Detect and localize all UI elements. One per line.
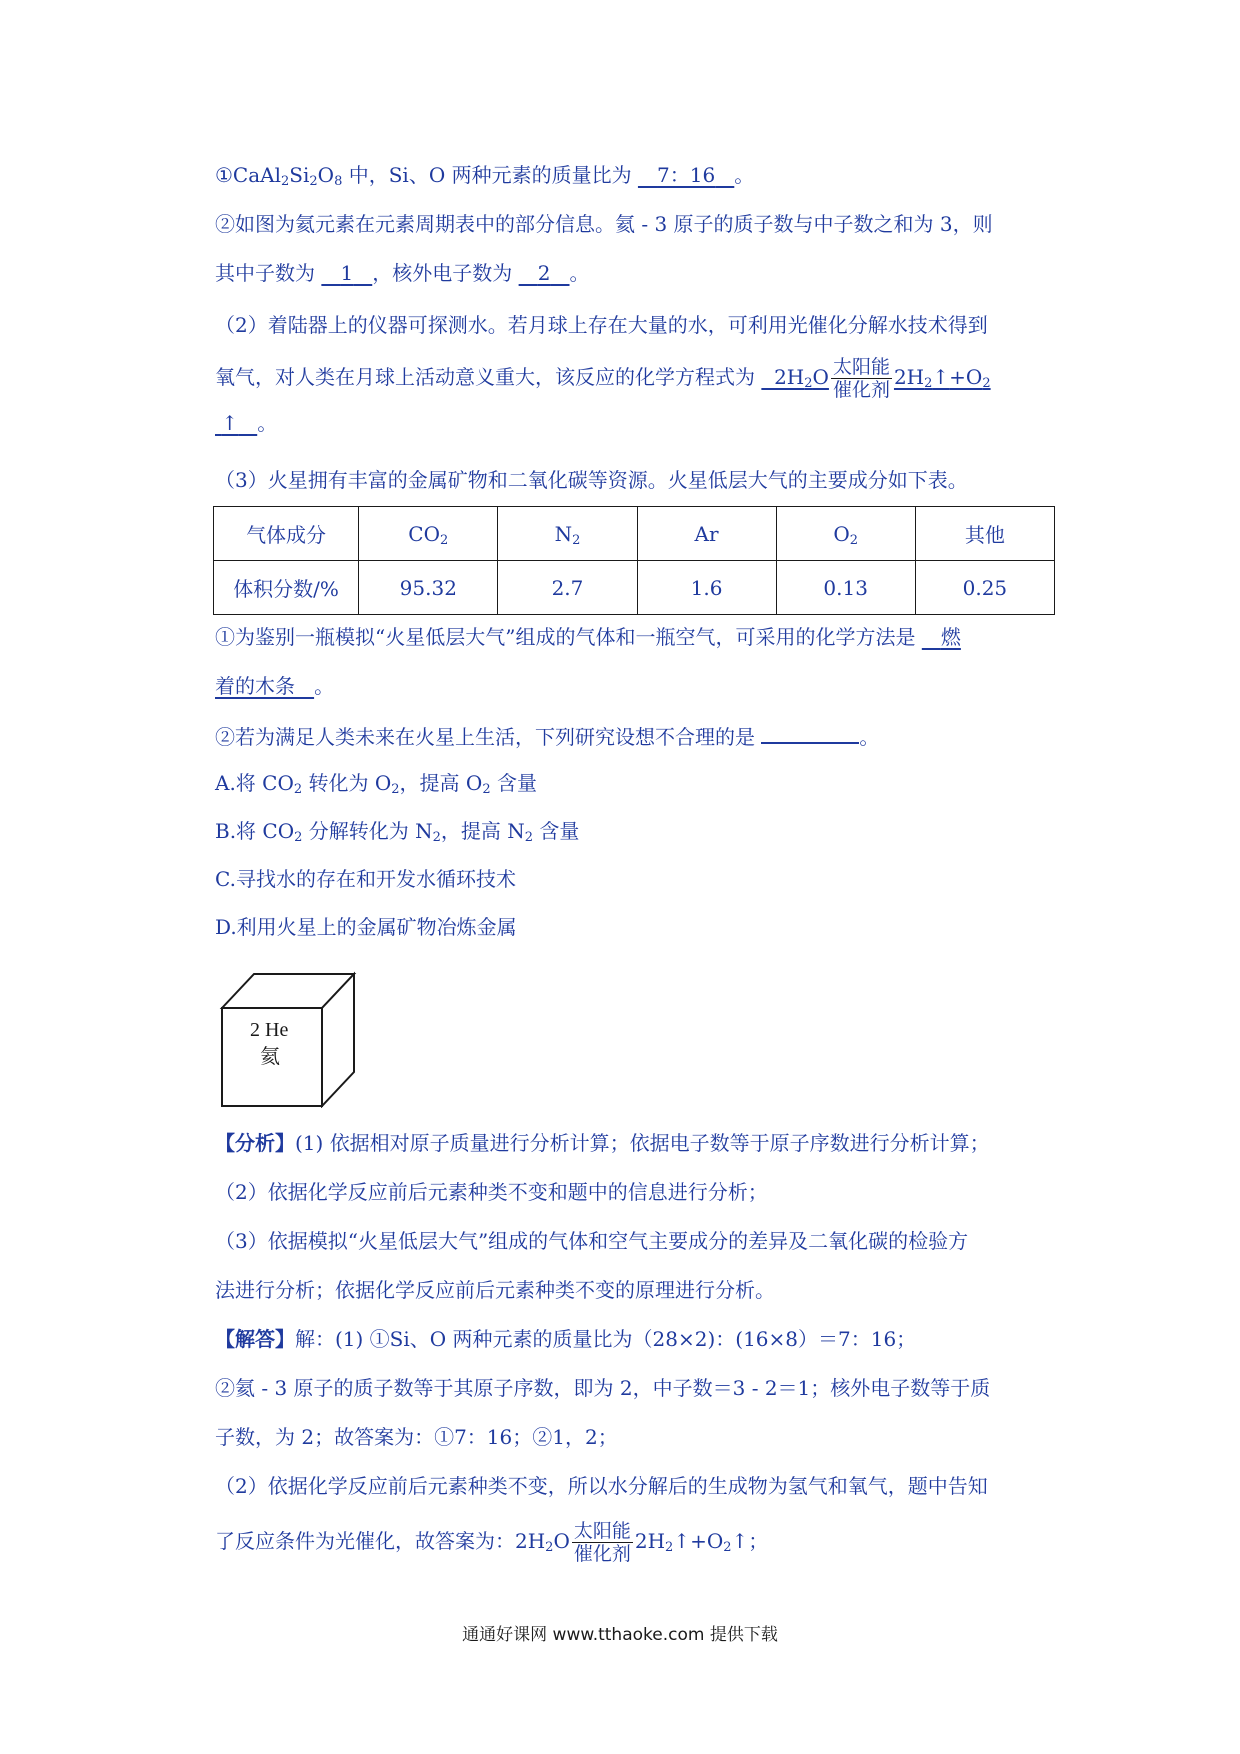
- analysis-line3: （3）依据模拟“火星低层大气”组成的气体和空气主要成分的差异及二氧化碳的检验方: [215, 1229, 969, 1253]
- option-a: A.将 $CO_2$ 转化为 $O_2$，提高 $O_2$ 含量: [215, 771, 537, 797]
- option-b: B.将 $CO_2$ 分解转化为 $N_2$，提高 $N_2$ 含量: [215, 819, 580, 845]
- answer-method-a: 燃: [940, 625, 961, 649]
- table-row: 体积分数/% 95.32 2.7 1.6 0.13 0.25: [214, 561, 1055, 615]
- answer-method-b: 着的木条: [215, 674, 295, 698]
- q2-line1: （2）着陆器上的仪器可探测水。若月球上存在大量的水，可利用光催化分解水技术得到: [215, 313, 988, 337]
- element-name: 氦: [260, 1044, 280, 1068]
- solution-reaction-condition: 太阳能 催化剂: [573, 1520, 631, 1565]
- element-number-symbol: 2 He: [250, 1019, 289, 1041]
- q2-line3: ↑ 。: [221, 411, 278, 435]
- q1-part1: $①CaAl_2Si_2O_8$ 中，Si、O 两种元素的质量比为 7：16 。: [215, 163, 755, 189]
- answer-electron-count: 2: [537, 261, 551, 285]
- option-d: D.利用火星上的金属矿物冶炼金属: [215, 915, 517, 939]
- q3-intro: （3）火星拥有丰富的金属矿物和二氧化碳等资源。火星低层大气的主要成分如下表。: [215, 468, 968, 492]
- answer-equation: $2H_2O$ 太阳能 催化剂 $2H_2↑+O_2$: [761, 356, 991, 401]
- helium-element-figure: [218, 968, 358, 1108]
- q3-sub1-line2: 着的木条 。: [215, 674, 335, 698]
- solution-line2: ②氦 - 3 原子的质子数等于其原子序数，即为 2，中子数＝3 - 2＝1；核外电子数等于质: [215, 1376, 991, 1400]
- table-row: 气体成分 $CO_2$ $N_2$ Ar $O_2$ 其他: [214, 507, 1055, 561]
- solution-line3: 子数，为 2；故答案为：①7：16；②1，2；: [215, 1425, 618, 1449]
- mars-atmosphere-table: [213, 506, 1055, 615]
- q1-part2-line2: 其中子数为 1 ，核外电子数为 2 。: [215, 261, 590, 285]
- reaction-condition: 太阳能 催化剂: [832, 356, 890, 401]
- answer-neutron-count: 1: [340, 261, 354, 285]
- answer-blank: [761, 720, 859, 744]
- answer-mass-ratio: 7：16: [657, 163, 716, 187]
- analysis-line1: 【分析】(1) 依据相对原子质量进行分析计算；依据电子数等于原子序数进行分析计算；: [215, 1131, 990, 1155]
- q1-part2-line1: ②如图为氦元素在元素周期表中的部分信息。氦 - 3 原子的质子数与中子数之和为 3，则: [215, 212, 993, 236]
- page-footer: 通通好课网 www.tthaoke.com 提供下载: [462, 1625, 778, 1645]
- analysis-line4: 法进行分析；依据化学反应前后元素种类不变的原理进行分析。: [215, 1278, 775, 1302]
- q2-line2: 氧气，对人类在月球上活动意义重大，该反应的化学方程式为 $2H_2O$ 太阳能 催化剂 $2H_2↑+O_2$: [215, 356, 991, 401]
- analysis-tag: 【分析】: [215, 1131, 295, 1155]
- option-c: C.寻找水的存在和开发水循环技术: [215, 867, 516, 891]
- solution-tag: 【解答】: [215, 1327, 295, 1351]
- q3-sub1-line1: ①为鉴别一瓶模拟“火星低层大气”组成的气体和一瓶空气，可采用的化学方法是 燃: [215, 625, 961, 649]
- solution-line1: 【解答】解：(1) ①Si、O 两种元素的质量比为（28×2)：(16×8）＝7：16；: [215, 1327, 917, 1351]
- solution-line4: （2）依据化学反应前后元素种类不变，所以水分解后的生成物为氢气和氧气，题中告知: [215, 1474, 988, 1498]
- analysis-line2: （2）依据化学反应前后元素种类不变和题中的信息进行分析；: [215, 1180, 768, 1204]
- q3-sub2: ②若为满足人类未来在火星上生活，下列研究设想不合理的是 。: [215, 720, 1055, 752]
- solution-line5: 了反应条件为光催化，故答案为：$2H_2O$ 太阳能 催化剂 $2H_2↑+O_2↑$；: [215, 1520, 769, 1565]
